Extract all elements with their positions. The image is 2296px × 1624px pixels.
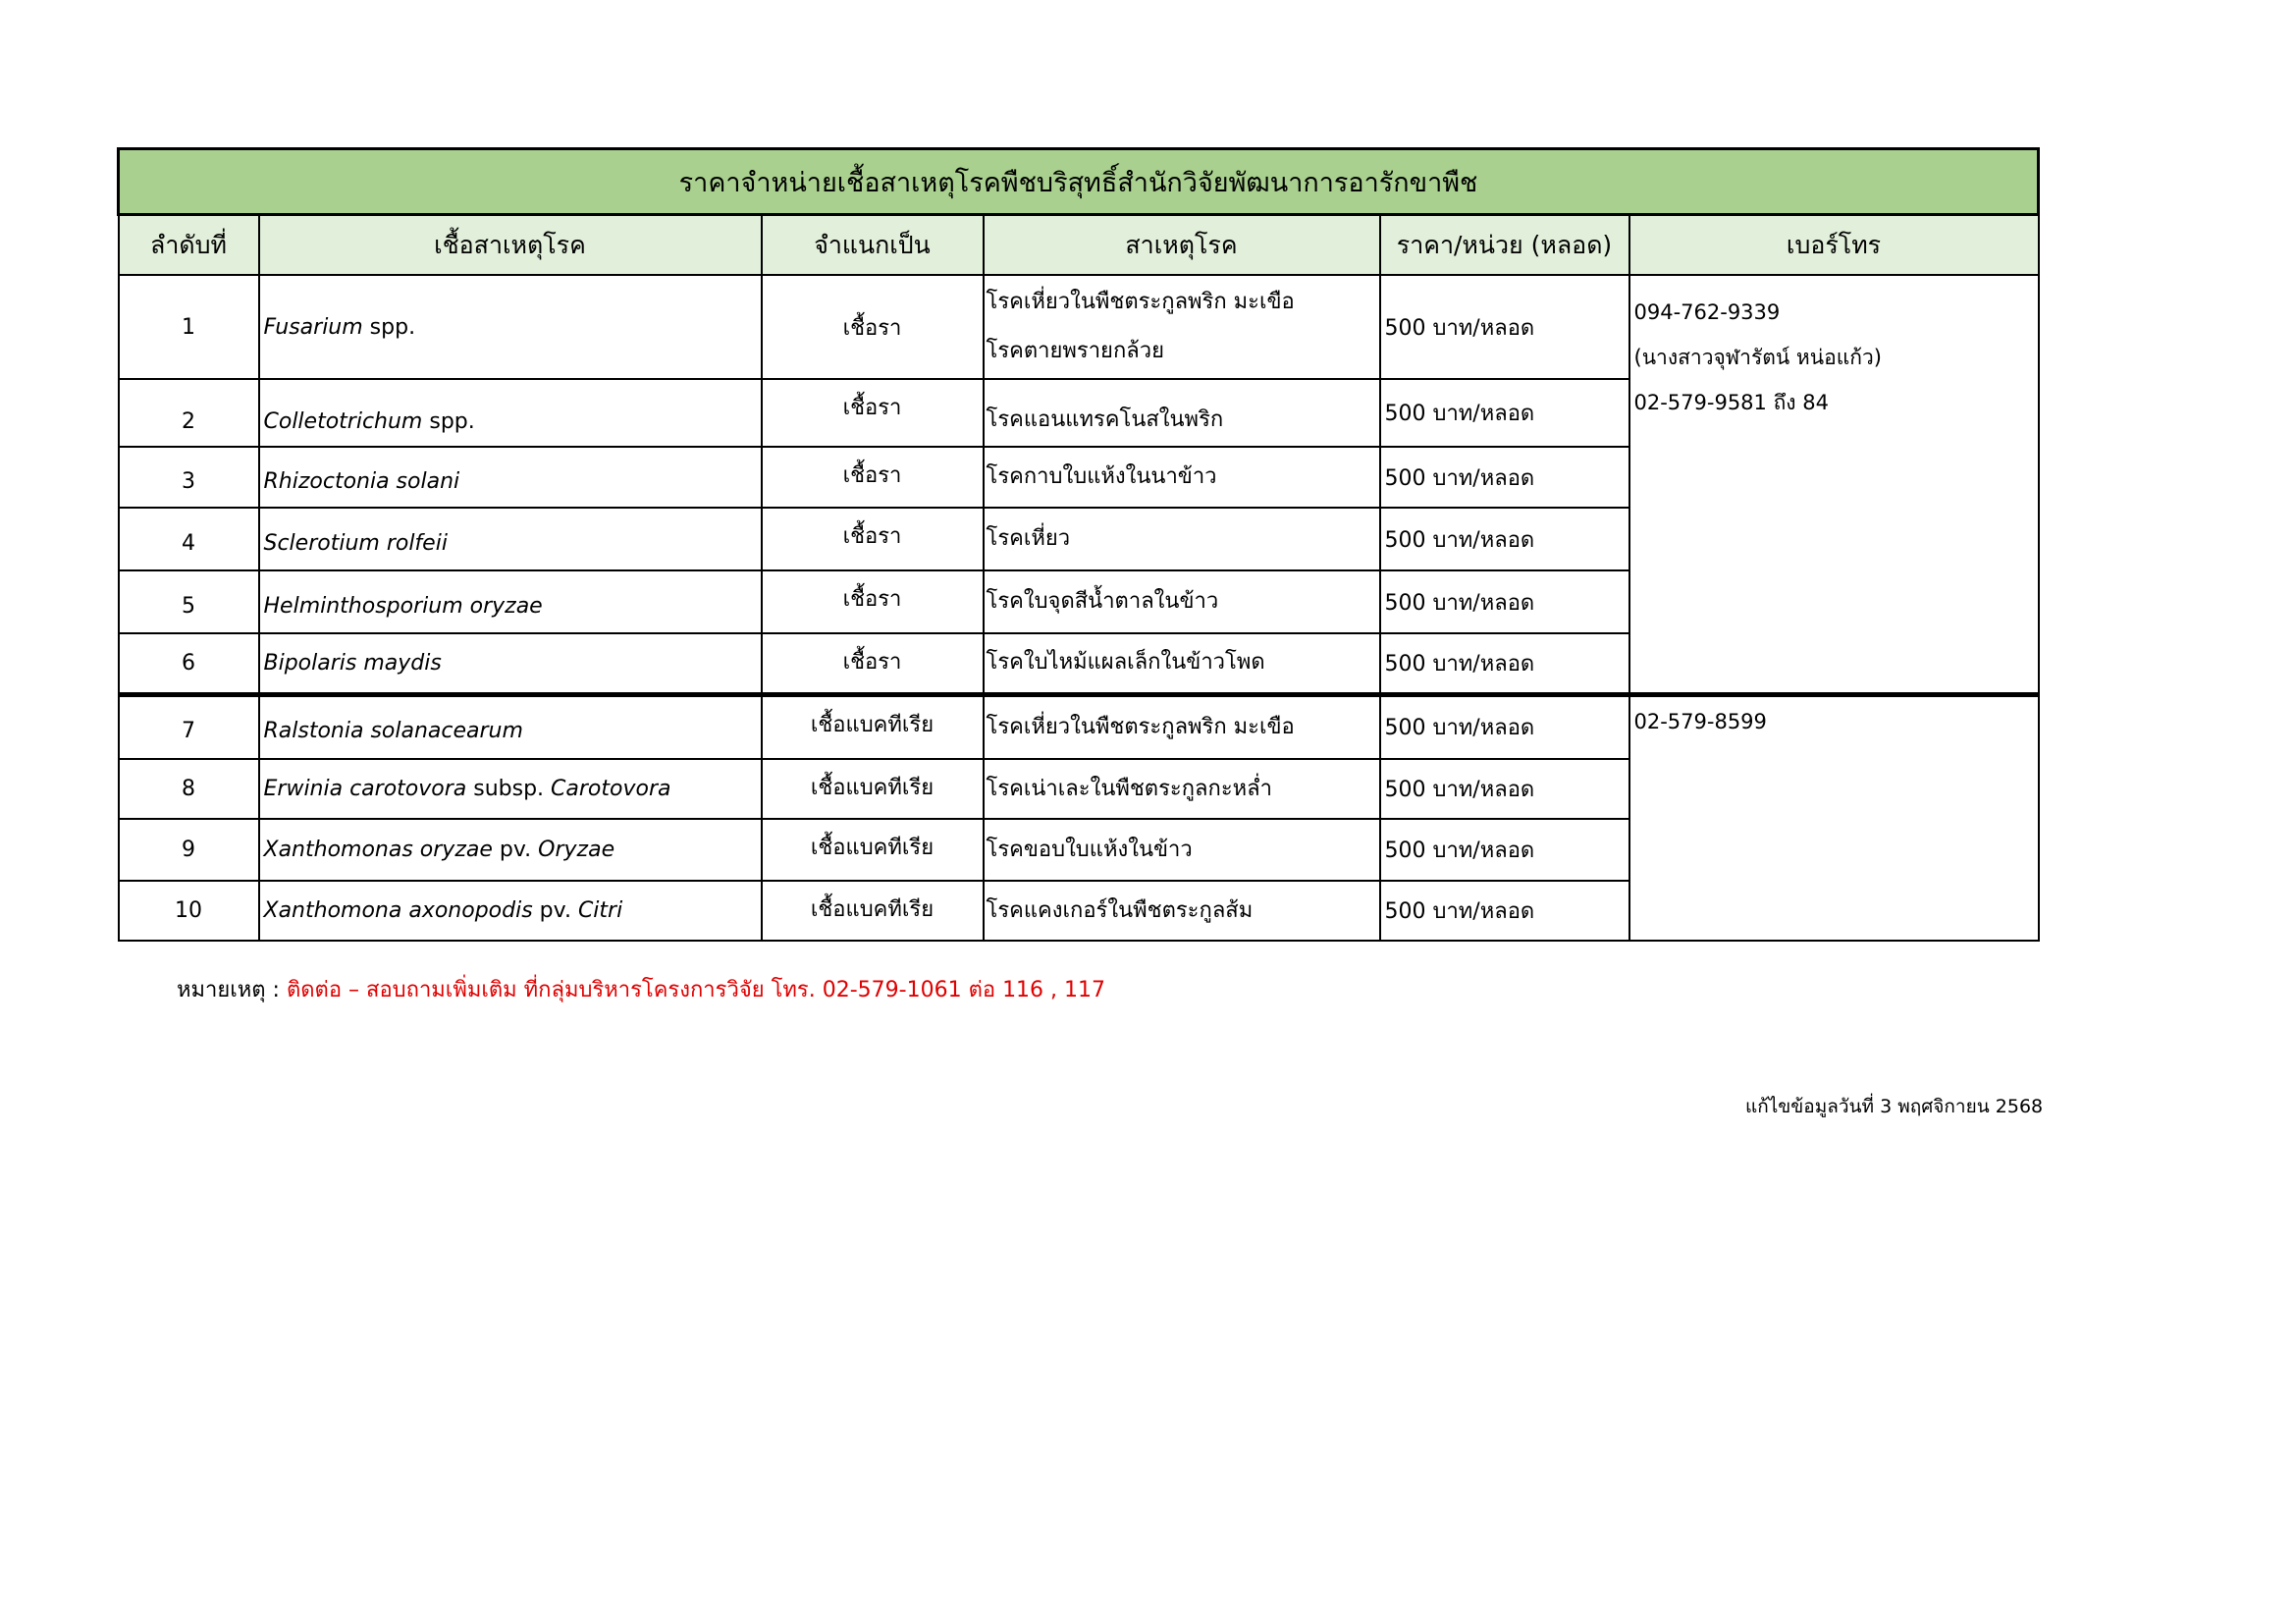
pathogen-suffix: spp. [362, 314, 416, 340]
header-type: จำแนกเป็น [762, 215, 984, 276]
pathogen-type: เชื้อแบคทีเรีย [762, 694, 984, 759]
row-number: 7 [119, 694, 259, 759]
pathogen-name: Sclerotium rolfeii [259, 508, 762, 570]
pathogen-species: Xanthomonas oryzae [263, 838, 493, 862]
pathogen-name [259, 379, 762, 447]
pathogen-name: Bipolaris maydis [259, 633, 762, 694]
disease-line: โรคเหี่ยวในพืชตระกูลพริก มะเขือ [986, 290, 1295, 314]
price: 500 บาท/หลอด [1380, 447, 1629, 508]
pathogen-type: เชื้อแบคทีเรีย [762, 759, 984, 819]
header-no: ลำดับที่ [119, 215, 259, 276]
price-table [117, 147, 2040, 942]
pathogen-genus: Fusarium [263, 314, 363, 340]
disease-cell: โรคขอบใบแห้งในข้าว [984, 819, 1380, 881]
footnote [177, 972, 1105, 1006]
header-price: ราคา/หน่วย (หลอด) [1380, 215, 1629, 276]
pathogen-type: เชื้อแบคทีเรีย [762, 819, 984, 881]
phone-mobile: 094-762-9339 [1633, 300, 1781, 324]
table-title: ราคาจำหน่ายเชื้อสาเหตุโรคพืชบริสุทธิ์สำนักวิจัยพัฒนาการอารักขาพืช [119, 149, 2039, 215]
pathogen-name [259, 881, 762, 941]
price: 500 บาท/หลอด [1380, 694, 1629, 759]
phone-office: 02-579-8599 [1633, 709, 1767, 733]
row-number: 3 [119, 447, 259, 508]
disease-cell: โรคแอนแทรคโนสในพริก [984, 379, 1380, 447]
disease-cell [984, 275, 1380, 379]
disease-cell: โรคใบไหม้แผลเล็กในข้าวโพด [984, 633, 1380, 694]
pathogen-name [259, 759, 762, 819]
pathogen-type: เชื้อรา [762, 570, 984, 633]
price: 500 บาท/หลอด [1380, 819, 1629, 881]
contact-cell-fungi [1629, 275, 2039, 694]
pathogen-name: Ralstonia solanacearum [259, 694, 762, 759]
last-updated: แก้ไขข้อมูลวันที่ 3 พฤศจิกายน 2568 [1745, 1096, 2044, 1117]
row-number: 6 [119, 633, 259, 694]
disease-cell: โรคกาบใบแห้งในนาข้าว [984, 447, 1380, 508]
pathogen-species: Xanthomona axonopodis [263, 898, 533, 923]
row-number: 1 [119, 275, 259, 379]
disease-cell: โรคเหี่ยว [984, 508, 1380, 570]
header-phone: เบอร์โทร [1629, 215, 2039, 276]
row-number: 2 [119, 379, 259, 447]
row-number: 9 [119, 819, 259, 881]
pathogen-rank: pv. [492, 838, 539, 862]
disease-cell: โรคแคงเกอร์ในพืชตระกูลส้ม [984, 881, 1380, 941]
pathogen-rank: subsp. [466, 777, 552, 801]
pathogen-name [259, 819, 762, 881]
price: 500 บาท/หลอด [1380, 275, 1629, 379]
header-disease: สาเหตุโรค [984, 215, 1380, 276]
pathogen-type: เชื้อรา [762, 447, 984, 508]
contact-cell-bacteria [1629, 694, 2039, 941]
pathogen-suffix: spp. [422, 409, 475, 434]
pathogen-pathovar: Oryzae [538, 838, 615, 862]
pathogen-name: Helminthosporium oryzae [259, 570, 762, 633]
pathogen-subspecies: Carotovora [551, 777, 671, 801]
header-row [119, 215, 2039, 276]
pathogen-species: Erwinia carotovora [263, 777, 467, 801]
price: 500 บาท/หลอด [1380, 379, 1629, 447]
disease-line: โรคตายพรายกล้วย [986, 339, 1164, 363]
pathogen-type: เชื้อรา [762, 379, 984, 447]
phone-office: 02-579-9581 ถึง 84 [1633, 391, 1829, 414]
pathogen-pathovar: Citri [577, 898, 623, 923]
pathogen-type: เชื้อแบคทีเรีย [762, 881, 984, 941]
contact-person: (นางสาวจุฬารัตน์ หน่อแก้ว) [1633, 346, 1882, 369]
pathogen-rank: pv. [532, 898, 578, 923]
pathogen-name [259, 275, 762, 379]
price: 500 บาท/หลอด [1380, 570, 1629, 633]
disease-cell: โรคเน่าเละในพืชตระกูลกะหล่ำ [984, 759, 1380, 819]
table-row [119, 275, 2039, 379]
price: 500 บาท/หลอด [1380, 508, 1629, 570]
price: 500 บาท/หลอด [1380, 759, 1629, 819]
row-number: 10 [119, 881, 259, 941]
row-number: 4 [119, 508, 259, 570]
disease-cell: โรคเหี่ยวในพืชตระกูลพริก มะเขือ [984, 694, 1380, 759]
pathogen-name: Rhizoctonia solani [259, 447, 762, 508]
table-row [119, 694, 2039, 759]
header-pathogen: เชื้อสาเหตุโรค [259, 215, 762, 276]
pathogen-type: เชื้อรา [762, 508, 984, 570]
row-number: 5 [119, 570, 259, 633]
footnote-label: หมายเหตุ : [177, 978, 287, 1002]
pathogen-genus: Colletotrichum [263, 409, 423, 434]
price: 500 บาท/หลอด [1380, 633, 1629, 694]
footnote-text: ติดต่อ – สอบถามเพิ่มเติม ที่กลุ่มบริหารโครงการวิจัย โทร. 02-579-1061 ต่อ 116 , 117 [286, 978, 1106, 1002]
price: 500 บาท/หลอด [1380, 881, 1629, 941]
pathogen-type: เชื้อรา [762, 633, 984, 694]
row-number: 8 [119, 759, 259, 819]
disease-cell: โรคใบจุดสีน้ำตาลในข้าว [984, 570, 1380, 633]
pathogen-type: เชื้อรา [762, 275, 984, 379]
